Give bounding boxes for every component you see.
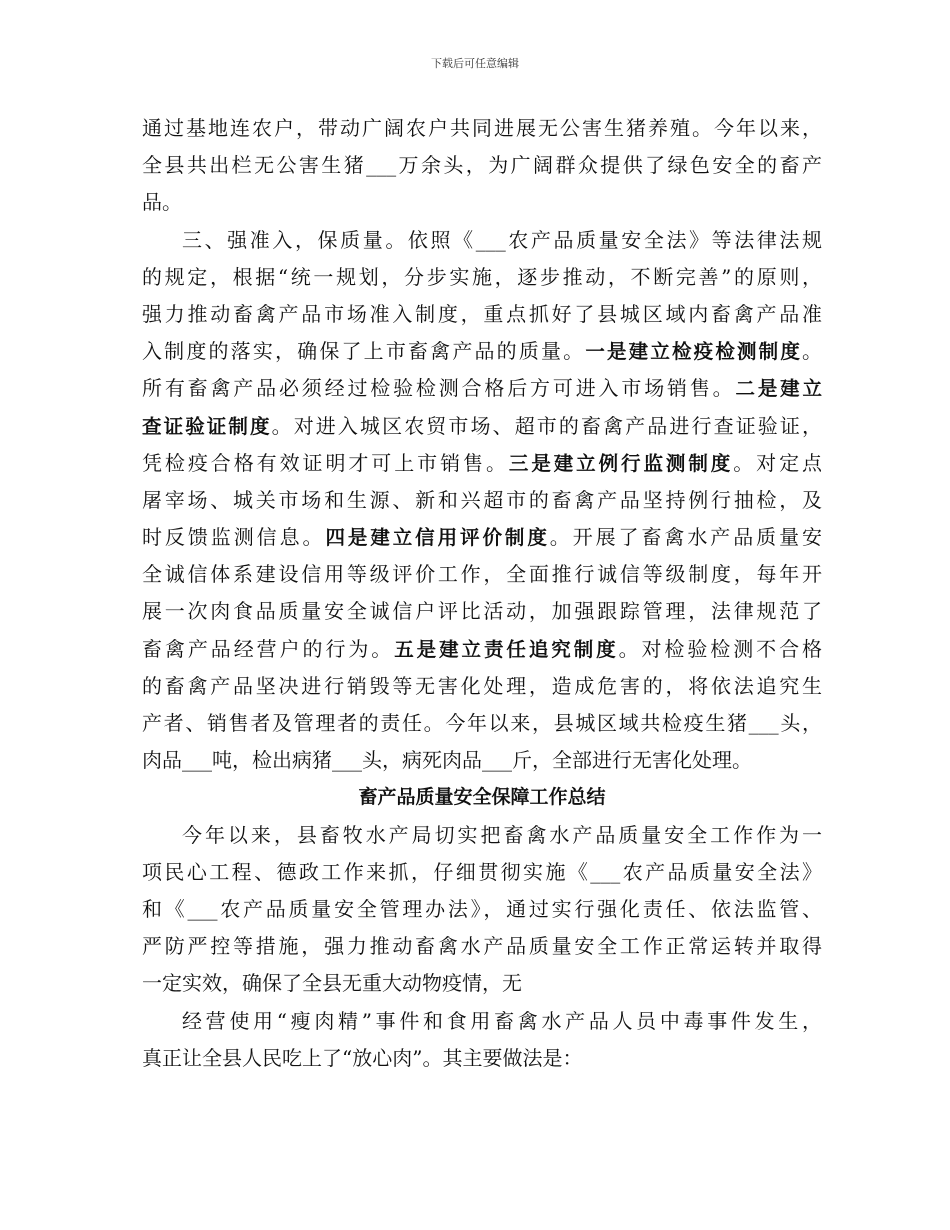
- text-run: 凭检疫合格有效证明才可上市销售。: [142, 450, 509, 475]
- text-line: [142, 631, 822, 668]
- text-line: 肉品___吨，检出病猪___头，病死肉品___斤，全部进行无害化处理。: [142, 748, 752, 773]
- text-line: [142, 408, 822, 445]
- bold-heading: 三是建立例行监测制度: [508, 451, 734, 475]
- text-line: [142, 519, 822, 556]
- text-line: 产者、销售者及管理者的责任。今年以来，县城区域共检疫生猪___头，: [142, 711, 822, 735]
- text-line: 一定实效，确保了全县无重大动物疫情，无: [142, 971, 522, 996]
- text-line: [142, 445, 822, 482]
- text-line: 的畜禽产品坚决进行销毁等无害化处理，造成危害的，将依法追究生: [142, 673, 822, 698]
- text-line: 今年以来，县畜牧水产局切实把畜禽水产品质量安全工作作为一: [182, 822, 822, 847]
- bold-heading: 五是建立责任追究制度: [394, 637, 619, 661]
- text-line: 的规定，根据“统一规划，分步实施，逐步推动，不断完善”的原则，: [142, 264, 822, 289]
- text-run: 。开展了畜禽水产品质量安: [549, 525, 823, 550]
- text-line: 品。: [142, 190, 182, 215]
- text-run: 。对定点: [733, 450, 822, 475]
- text-line: [142, 370, 822, 407]
- document-body: [142, 110, 822, 1077]
- text-run: 时反馈监测信息。: [142, 525, 326, 550]
- text-line: 项民心工程、德政工作来抓，仔细贯彻实施《___农产品质量安全法》: [142, 859, 822, 884]
- bold-heading: 二是建立: [735, 377, 822, 401]
- text-line: 和《___农产品质量安全管理办法》，通过实行强化责任、依法监管、: [142, 896, 822, 921]
- text-run: 畜禽产品经营户的行为。: [142, 636, 395, 661]
- text-run: 。对检验检测不合格: [618, 636, 823, 661]
- text-run: 。对进入城区农贸市场、超市的畜禽产品进行查证验证，: [271, 413, 822, 438]
- text-run: 所有畜禽产品必须经过检验检测合格后方可进入市场销售。: [142, 376, 736, 401]
- text-line: 全县共出栏无公害生猪___万余头，为广阔群众提供了绿色安全的畜产: [142, 153, 822, 178]
- text-line: 展一次肉食品质量安全诚信户评比活动，加强跟踪管理，法律规范了: [142, 599, 822, 624]
- bold-heading: 查证验证制度: [142, 414, 272, 438]
- text-line: 屠宰场、城关市场和生源、新和兴超市的畜禽产品坚持例行抽检，及: [142, 487, 822, 512]
- text-line: 通过基地连农户，带动广阔农户共同进展无公害生猪养殖。今年以来，: [142, 116, 822, 140]
- text-line: [142, 333, 822, 370]
- page-header-note: 下载后可任意编辑: [431, 57, 519, 70]
- section-title: 畜产品质量安全保障工作总结: [358, 786, 606, 809]
- text-run: 。: [802, 339, 822, 364]
- text-line: 经营使用“瘦肉精”事件和食用畜禽水产品人员中毒事件发生，: [182, 1008, 822, 1033]
- bold-heading: 四是建立信用评价制度: [325, 526, 550, 550]
- text-run: 入制度的落实，确保了上市畜禽产品的质量。: [142, 339, 586, 364]
- text-line: 真正让全县人民吃上了“放心肉”。其主要做法是：: [142, 1045, 583, 1070]
- text-line: 强力推动畜禽产品市场准入制度，重点抓好了县城区域内畜禽产品准: [142, 301, 822, 326]
- bold-heading: 一是建立检疫检测制度: [585, 340, 802, 364]
- text-line: 三、强准入，保质量。依照《___农产品质量安全法》等法律法规: [182, 227, 822, 252]
- text-line: 严防严控等措施，强力推动畜禽水产品质量安全工作正常运转并取得: [142, 934, 822, 959]
- text-line: 全诚信体系建设信用等级评价工作，全面推行诚信等级制度，每年开: [142, 562, 822, 587]
